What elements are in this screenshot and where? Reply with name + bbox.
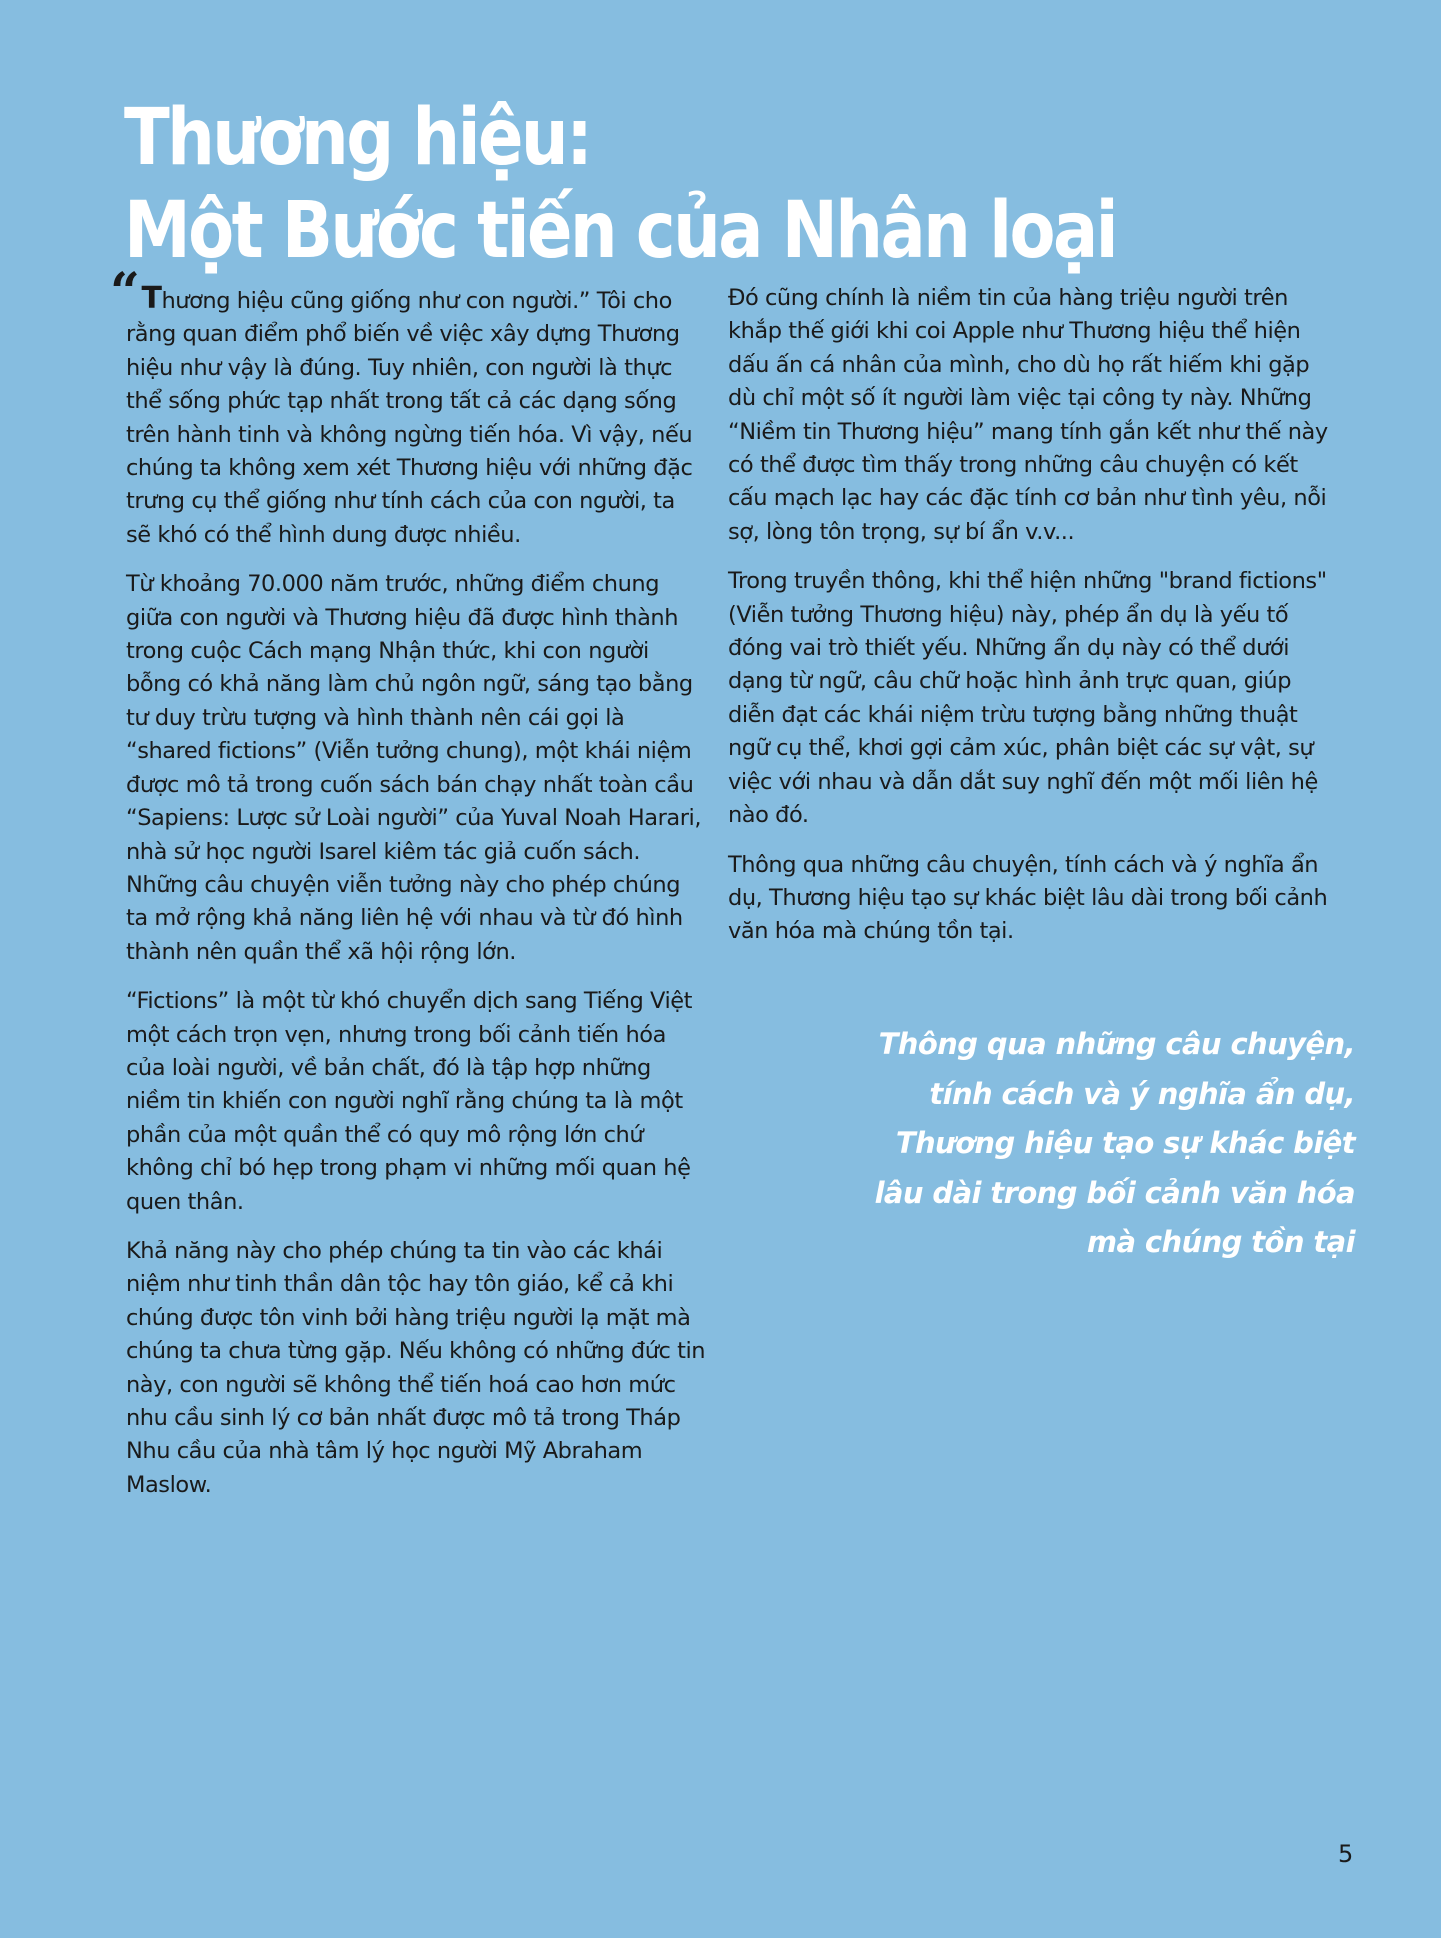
page-number: 5 <box>1338 1840 1354 1868</box>
left-column <box>110 262 706 1518</box>
title-line-2: Một Bước tiến của Nhân loại <box>124 186 1117 276</box>
paragraph-3: “Fictions” là một từ khó chuyển dịch sang Tiếng Việt một cách trọn vẹn, nhưng trong bối cảnh tiến hóa của loài người, về bản chất, đó là tập hợp những niềm tin khiến con người nghĩ rằng chúng ta là một phần của một quần thể có quy mô rộng lớn chứ không chỉ bó hẹp trong phạm vi những mối quan hệ quen thân. <box>126 988 693 1215</box>
pull-quote <box>755 1020 1355 1268</box>
pull-quote-line: Thông qua những câu chuyện, <box>878 1027 1355 1061</box>
drop-cap-letter: T <box>141 281 162 316</box>
paragraph-6: Trong truyền thông, khi thể hiện những "brand fictions" (Viễn tưởng Thương hiệu) này, phép ẩn dụ là yếu tố đóng vai trò thiết yếu. Những ẩn dụ này có thể dưới dạng từ ngữ, câu chữ hoặc hình ảnh trực quan, giúp diễn đạt các khái niệm trừu tượng bằng những thuật ngữ cụ thể, khơi gợi cảm xúc, phân biệt các sự vật, sự việc với nhau và dẫn dắt suy nghĩ đến một mối liên hệ nào đó. <box>728 568 1327 829</box>
paragraph-4: Khả năng này cho phép chúng ta tin vào các khái niệm như tinh thần dân tộc hay tôn giáo, kể cả khi chúng được tôn vinh bởi hàng triệu người lạ mặt mà chúng ta chưa từng gặp. Nếu không có những đức tin này, con người sẽ không thể tiến hoá cao hơn mức nhu cầu sinh lý cơ bản nhất được mô tả trong Tháp Nhu cầu của nhà tâm lý học người Mỹ Abraham Maslow. <box>126 1237 706 1498</box>
paragraph-1 <box>110 262 706 552</box>
pull-quote-line: mà chúng tồn tại <box>1086 1225 1355 1259</box>
paragraph-1-text: hương hiệu cũng giống như con người.” Tôi cho rằng quan điểm phổ biến về việc xây dựng Thương hiệu như vậy là đúng. Tuy nhiên, con người là thực thể sống phức tạp nhất trong tất cả các dạng sống trên hành tinh và không ngừng tiến hóa. Vì vậy, nếu chúng ta không xem xét Thương hiệu với những đặc trưng cụ thể giống như tính cách của con người, ta sẽ khó có thể hình dung được nhiều. <box>126 288 693 548</box>
paragraph-2: Từ khoảng 70.000 năm trước, những điểm chung giữa con người và Thương hiệu đã được hình thành trong cuộc Cách mạng Nhận thức, khi con người bỗng có khả năng làm chủ ngôn ngữ, sáng tạo bằng tư duy trừu tượng và hình thành nên cái gọi là “shared fictions” (Viễn tưởng chung), một khái niệm được mô tả trong cuốn sách bán chạy nhất toàn cầu “Sapiens: Lược sử Loài người” của Yuval Noah Harari, nhà sử học người Isarel kiêm tác giả cuốn sách. Những câu chuyện viễn tưởng này cho phép chúng ta mở rộng khả năng liên hệ với nhau và từ đó hình thành nên quần thể xã hội rộng lớn. <box>126 571 702 965</box>
title-line-1: Thương hiệu: <box>124 93 591 183</box>
paragraph-7: Thông qua những câu chuyện, tính cách và ý nghĩa ẩn dụ, Thương hiệu tạo sự khác biệt lâu dài trong bối cảnh văn hóa mà chúng tồn tại. <box>728 851 1328 945</box>
pull-quote-line: Thương hiệu tạo sự khác biệt <box>895 1126 1355 1160</box>
pull-quote-line: tính cách và ý nghĩa ẩn dụ, <box>929 1076 1355 1111</box>
page-title <box>124 92 1156 278</box>
drop-open-quote: “ <box>110 262 140 323</box>
paragraph-5: Đó cũng chính là niềm tin của hàng triệu người trên khắp thế giới khi coi Apple như Thương hiệu thể hiện dấu ấn cá nhân của mình, cho dù họ rất hiếm khi gặp dù chỉ một số ít người làm việc tại công ty này. Những “Niềm tin Thương hiệu” mang tính gắn kết như thế này có thể được tìm thấy trong những câu chuyện có kết cấu mạch lạc hay các đặc tính cơ bản như tình yêu, nỗi sợ, lòng tôn trọng, sự bí ẩn v.v... <box>728 285 1328 545</box>
right-column <box>728 282 1328 965</box>
pull-quote-line: lâu dài trong bối cảnh văn hóa <box>874 1175 1355 1210</box>
